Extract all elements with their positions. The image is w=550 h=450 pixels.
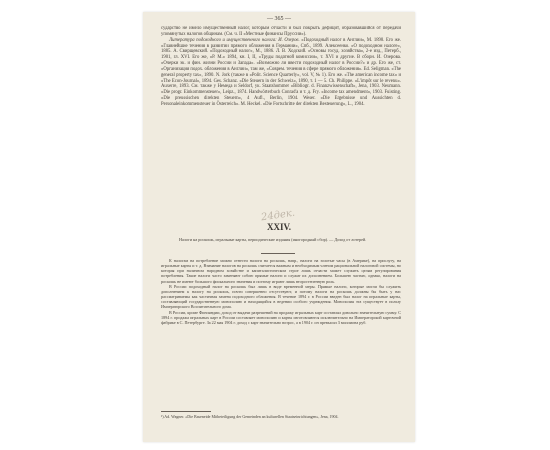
literature-text: «Подоходный налог в Англии», М. 1898. Его же. «Главнейшие течения в развитии прямого обложения в Германии», Спб., 1899. Алексеенко. «О подоходном налоге», 1885. А. Свирщевский. «Подоходный налог», М., 1886. Л. В. Ходский. «Основы госуд. хозяйства», 2-е изд., Петерб., 1901, гл. XVI. Его же, «Р. М.» 1894, кн. I, II, «Труды податной комиссии», т. XVI и другие. В сборн. И. Озерова. «Очерки эк. и фин. жизни России и Запада». «Возможно ли ввести подоходный налог в России?» и др. Его же, ст. «Организация подох. обложения в Англии», там же, «Соврем. течения в сфере прямого обложения». Ed. Seligman. «The general property tax», 1890. N. Jork (также в «Polit. Science Quarterly», vol. V, № 1). Его же. «The american income tax» и «The Econ-Journal», 1894. Ges. Schanz. «Die Steuern in der Schweiz», 1890, т. 1 — 5. Ch. Philippe. «L'impôt sur le revenu». Auxerre, 1893. См. также у Hемеда и Seldorf, ук. Staatshommer «Bibliogr. d. Finanzwissenschaft», Jena, 1903. Neumann. «Die progr. Einkommensteuer», Leipz., 1874. Handwörterbuch Conrad'a и т. д. Fry. «Income tax amendment», 1903. Fuisting. «Die preussischen direkten Steuern», 4 Aufl., Berlin, 1904. Weser. «Die Ergebnisse und Aussichten d. Personaleinkommensteuer in Österreich». M. Heckel. «Die Fortschritte der direkten Besteuerung», L., 1904.: [161, 37, 401, 107]
chapter-divider: [261, 253, 295, 254]
top-text-block: [161, 26, 401, 201]
top-paragraph: сударство не имело имущественный налог, которым отчасти и был покрыть дефицит, образовавшийся от передачи упомянутых налогов общинам. (См. ч. II «Местные финансы Пруссии»).: [161, 26, 401, 37]
literature-paragraph: [161, 38, 401, 108]
page-number: — 365 —: [267, 16, 291, 22]
body-paragraph: В России подоходный налог на роскошь был лишь в виде временной меры. Прямые налоги, которые могли бы служить дополнением к налогу на роскошь, почти совершенно отсутствуют, и потому налоги на роскошь должны бы быть у нас рассматриваемы как частичная замена подоходного обложения. В течение 1894 г. в России введен был налог на игральные карты, составляющий государственную монополию и находящийся в ведении особого учреждения. Монополия эта существует в пользу Императорского Воспитательного дома.: [161, 283, 401, 310]
chapter-subtitle: Налоги на роскошь, игральные карты, периодические издания (иногородный сбор). — Доход от лотерей.: [179, 237, 367, 242]
handwritten-note: 24дек.: [260, 207, 296, 224]
body-paragraph: В России, кроме Финляндии, доход от выдачи разрешений на продажу игральных карт составлял довольно значительную сумму. С 1894 г. продажа игральных карт в России составляет монополию и карты изготовляются исключительно на Императорской карточной фабрике в С. Петербурге. За 22 мая 1904 г. доход с карт значительно возрос, а в 1904 г. он превысил 3 миллиона руб.: [161, 309, 401, 325]
footnote: ¹) Ad. Wagner. «Die Baseneide Mitbeteiligung der Gemeinden an kulturellen Staatseinrichtungen», Jena, 1904.: [161, 414, 339, 419]
footnote-divider: [161, 411, 211, 412]
body-paragraph: К налогам на потребление можно отнести налоги на роскошь, напр., налоги на золотые часы (в Америке), на прислугу, на игральные карты и т. д. Взимание налогов на роскошь считается важным и необходимым членом рациональной налоговой системы, но которая при наличном народном хозяйстве и капиталистическом строе лишь отчасти может служить целям регулирования потребления. Такие налоги часто заменяют собою прямые налоги и служат их дополнением. Большею частью, однако, налоги на роскошь не имеют большого фискального значения и поэтому играют лишь второстепенную роль.: [161, 258, 401, 284]
literature-heading: Литература подоходного и имущественного налога: И. Озеров.: [169, 37, 300, 43]
body-text-block: [161, 258, 401, 407]
book-page: [143, 12, 415, 442]
chapter-number: XXIV.: [266, 222, 292, 232]
